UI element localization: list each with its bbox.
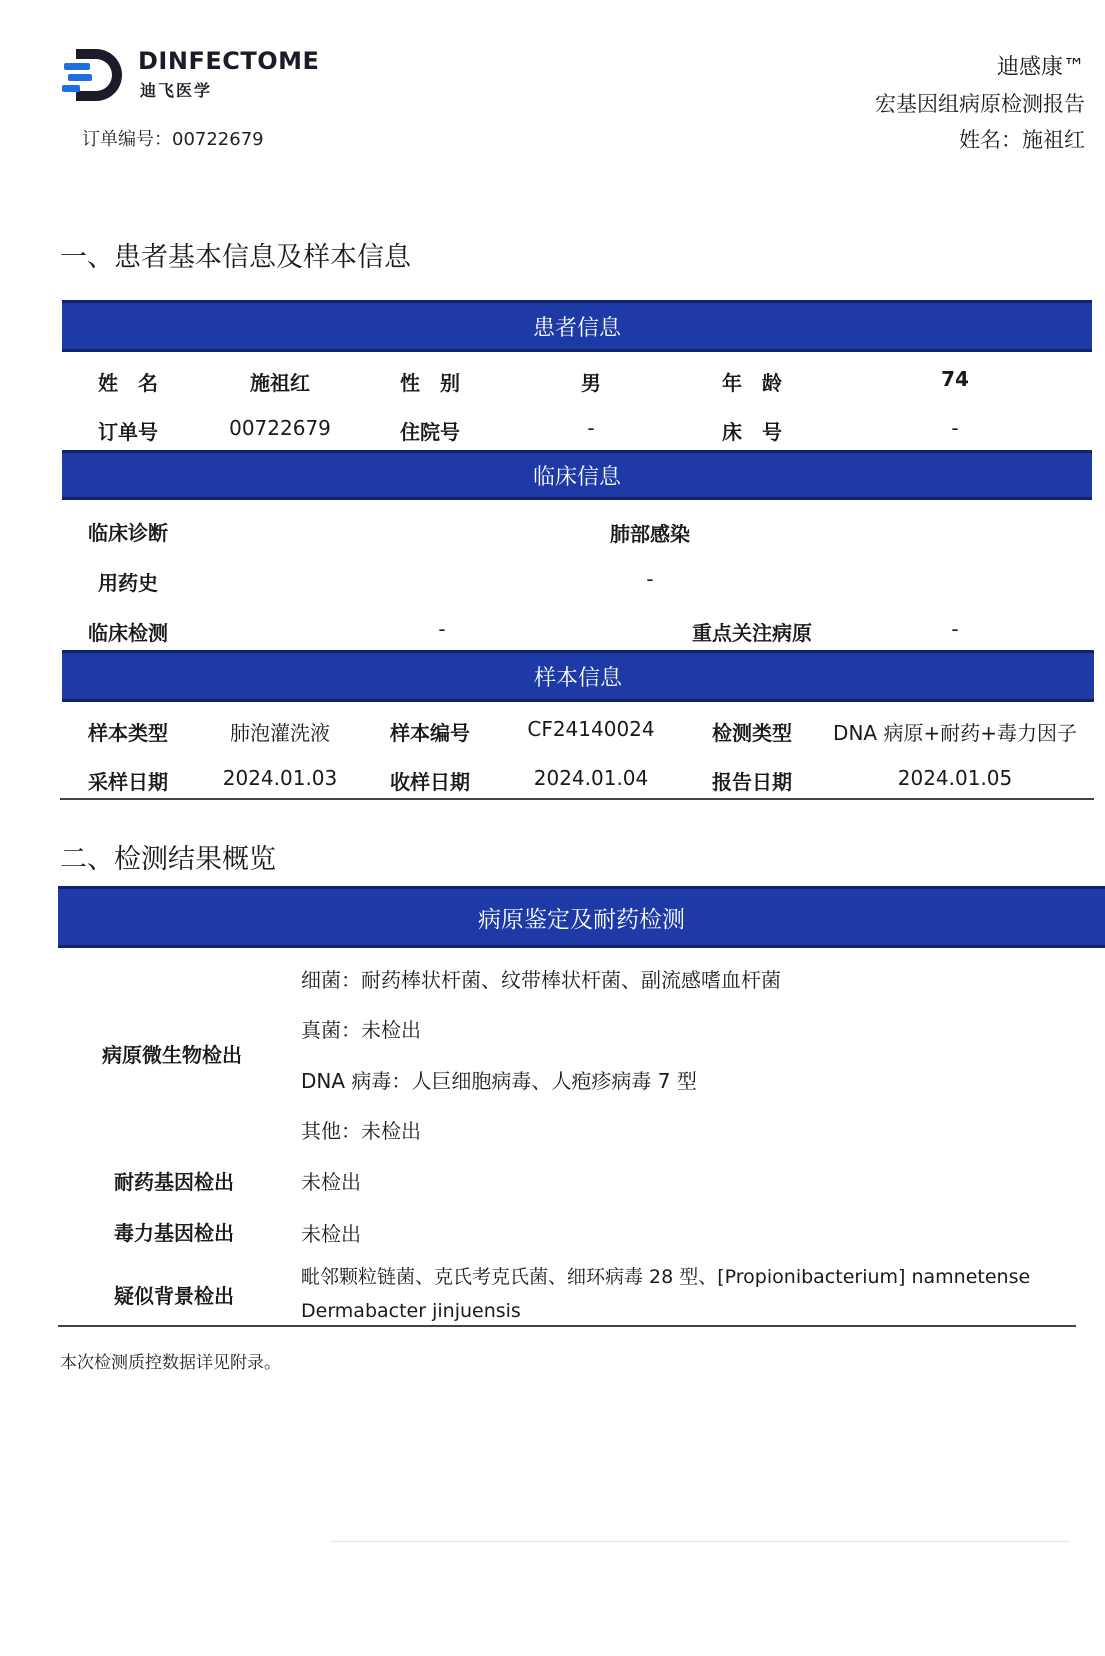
sample-id-label: 样本编号 — [390, 721, 470, 745]
resistance-gene-value: 未检出 — [301, 1170, 361, 1194]
order-label: 订单号 — [98, 420, 158, 444]
background-line-2: Dermabacter jinjuensis — [301, 1300, 521, 1322]
logo-chinese-name: 迪飞医学 — [140, 81, 213, 100]
age-label: 年 龄 — [722, 371, 782, 395]
focus-pathogen-value: - — [951, 617, 959, 641]
inpatient-label: 住院号 — [400, 420, 460, 444]
clinical-test-label: 临床检测 — [88, 621, 168, 645]
resistance-gene-label: 耐药基因检出 — [114, 1170, 234, 1194]
test-type-value: DNA 病原+耐药+毒力因子 — [833, 721, 1077, 745]
age-value: 74 — [941, 367, 969, 391]
patient-name-header: 姓名：施祖红 — [959, 128, 1085, 152]
clinical-info-bar: 临床信息 — [62, 450, 1092, 500]
gender-label: 性 别 — [400, 371, 460, 395]
collection-date-value: 2024.01.03 — [222, 766, 338, 790]
diagnosis-label: 临床诊断 — [88, 521, 168, 545]
report-title: 宏基因组病原检测报告 — [875, 92, 1085, 116]
diagnosis-value: 肺部感染 — [610, 522, 690, 546]
section-title-patient-info: 一、患者基本信息及样本信息 — [60, 242, 411, 273]
company-logo — [62, 45, 322, 105]
sample-type-label: 样本类型 — [88, 721, 168, 745]
background-line-1: 毗邻颗粒链菌、克氏考克氏菌、细环病毒 28 型、[Propionibacterium] namnetense — [301, 1266, 1031, 1288]
dinfectome-logo-icon — [62, 45, 128, 105]
virulence-gene-label: 毒力基因检出 — [114, 1221, 234, 1245]
brand-name: 迪感康™ — [996, 55, 1085, 80]
report-date-label: 报告日期 — [712, 770, 792, 794]
microbe-detection-label: 病原微生物检出 — [102, 1043, 242, 1067]
receipt-date-value: 2024.01.04 — [533, 766, 649, 790]
gender-value: 男 — [581, 371, 601, 395]
background-detection-label: 疑似背景检出 — [114, 1284, 234, 1308]
bed-label: 床 号 — [722, 420, 782, 444]
focus-pathogen-label: 重点关注病原 — [692, 621, 812, 645]
report-header-right — [875, 50, 1085, 158]
patient-info-bar: 患者信息 — [62, 300, 1092, 352]
dna-virus-line: DNA 病毒：人巨细胞病毒、人疱疹病毒 7 型 — [301, 1069, 697, 1093]
name-label: 姓 名 — [98, 371, 158, 395]
sample-id-value: CF24140024 — [527, 717, 655, 741]
bed-value: - — [951, 416, 959, 440]
collection-date-label: 采样日期 — [88, 770, 168, 794]
other-line: 其他：未检出 — [301, 1119, 421, 1143]
qc-footnote: 本次检测质控数据详见附录。 — [60, 1353, 281, 1373]
sample-type-value: 肺泡灌洗液 — [230, 721, 330, 745]
clinical-test-value: - — [438, 617, 446, 641]
name-value: 施祖红 — [250, 371, 310, 395]
pathogen-detection-bar: 病原鉴定及耐药检测 — [58, 886, 1105, 948]
report-date-value: 2024.01.05 — [897, 766, 1013, 790]
section1-bottom-rule — [60, 798, 1094, 800]
section2-bottom-rule — [58, 1325, 1076, 1327]
order-value: 00722679 — [229, 416, 331, 440]
virulence-gene-value: 未检出 — [301, 1222, 361, 1246]
logo-english-name: DINFECTOME — [138, 47, 320, 75]
medication-label: 用药史 — [98, 571, 158, 595]
section-title-results: 二、检测结果概览 — [60, 844, 276, 875]
receipt-date-label: 收样日期 — [390, 770, 470, 794]
bacteria-line: 细菌：耐药棒状杆菌、纹带棒状杆菌、副流感嗜血杆菌 — [301, 968, 781, 992]
fungi-line: 真菌：未检出 — [301, 1018, 421, 1042]
inpatient-value: - — [587, 416, 595, 440]
faint-divider — [330, 1541, 1070, 1542]
test-type-label: 检测类型 — [712, 721, 792, 745]
sample-info-bar: 样本信息 — [62, 650, 1094, 702]
order-number-header: 订单编号：00722679 — [82, 129, 264, 150]
medication-value: - — [646, 567, 654, 591]
